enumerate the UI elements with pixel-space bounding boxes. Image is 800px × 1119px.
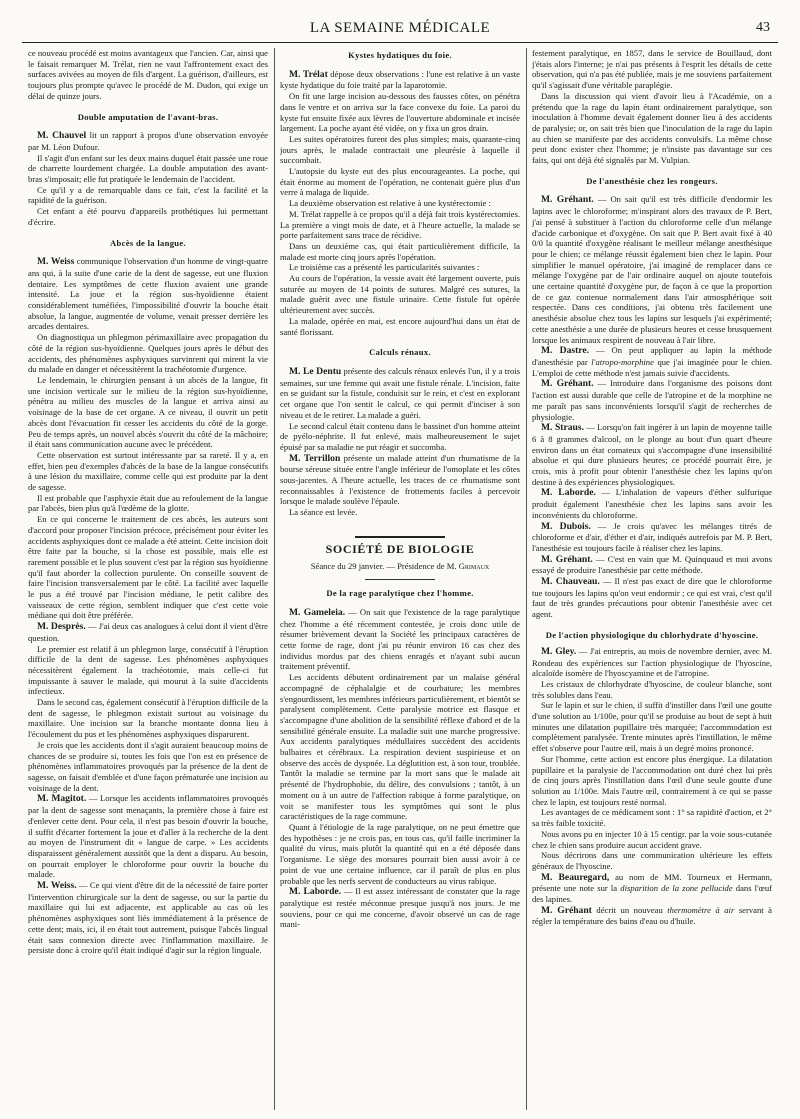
paragraph: Nous avons pu en injecter 10 à 15 centigr. par la voie sous-cutanée chez le chien sans produire aucun accident grave. bbox=[532, 828, 772, 850]
paragraph: Le troisième cas a présenté les particularités suivantes : bbox=[289, 262, 480, 273]
column-divider-1 bbox=[274, 48, 275, 1110]
paragraph-text: — On sait que l'existence de la rage paralytique chez l'homme a été récemment contestée, je crois donc utile de résumer brièvement devant la Société les principaux caractères de cette forme de rage, dont j'ai pu réunir environ 16 cas chez des individus mordus par des chiens enragés et n'ayant subi aucun traitement préventif. bbox=[280, 606, 520, 672]
paragraph bbox=[28, 621, 268, 643]
paragraph-text: — Introduire dans l'organisme des poisons dont l'action est aussi durable que celle de l'atropine et de la morphine ne me paraît pas sans inconvénients lorsqu'il s'agit de recherches de physiologie. bbox=[532, 378, 772, 422]
page-number: 43 bbox=[756, 20, 770, 35]
speaker-name: M. Laborde. bbox=[289, 886, 342, 898]
column-divider-2 bbox=[526, 48, 527, 1110]
paragraph: Cette observation est surtout intéressante par sa rareté. Il y a, en effet, bien peu d'exemples d'abcès de la base de la langue consécutifs à une lésion du maxillaire, comme celle qui est produite par la dent de sagesse. bbox=[28, 449, 268, 493]
paragraph: Cet enfant a été pourvu d'appareils prothétiques lui permettant d'écrire. bbox=[28, 206, 268, 227]
session-president: Grimaux bbox=[458, 560, 490, 571]
paragraph bbox=[28, 256, 268, 332]
speaker-name: M. Desprès. bbox=[37, 621, 86, 633]
paragraph-text: présente des calculs rénaux enlevés l'un, il y a trois semaines, sur une femme qui avait une fistule rénale. L'incision, faite en se guidant sur la fistule, conduisit sur le rein, et c'est en explorant cet organe que l'on sentit le calcul, ce qui permit d'inciser à son niveau et de le retirer. La malade a guéri. bbox=[280, 365, 520, 420]
speaker-name: M. Gréhant bbox=[541, 904, 592, 916]
paragraph: Les cristaux de chlorhydrate d'hyoscine, de couleur blanche, sont très solubles dans l'eau. bbox=[532, 678, 772, 700]
paragraph: Dans le second cas, également consécutif à l'éruption difficile de la dent de sagesse, le phlegmon existait surtout au voisinage du maxillaire. Une incision sur la branche montante donna lieu à l'écoulement du pus et les phénomènes asphyxiques disparurent. bbox=[28, 697, 268, 740]
paragraph: La séance est levée. bbox=[289, 507, 358, 518]
paragraph bbox=[28, 880, 268, 956]
italic-term: disparition de la zone pellucide bbox=[620, 883, 733, 894]
paragraph bbox=[532, 905, 772, 927]
paragraph bbox=[28, 793, 268, 880]
speaker-name: M. Gréhant. bbox=[541, 378, 594, 390]
speaker-name: M. Trélat bbox=[289, 68, 328, 80]
paragraph-text: lit un rapport à propos d'une observation envoyée par M. Léon Dufour. bbox=[28, 130, 268, 152]
paragraph: Au cours de l'opération, la vessie avait été largement ouverte, puis suturée au moyen de 14 points de sutures. Malgré ces sutures, la malade guérit avec une fistule urinaire. Cette fistule fut opérée ultérieurement avec succès. bbox=[280, 273, 520, 316]
paragraph bbox=[280, 366, 520, 421]
paragraph: Il s'agit d'un enfant sur les deux mains duquel était passée une roue de charrette lourdement chargée. La double amputation des avant-bras s'imposait; elle fut pratiquée le lendemain de l'accident. bbox=[28, 152, 268, 185]
paragraph: Sur le lapin et sur le chien, il suffit d'instiller dans l'œil une goutte d'une solution au 1/100e, pour qu'il se produise au bout de sept à huit minutes une dilatation pupillaire très marquée; l'accommodation est complètement paralysée. Trente minutes après l'instillation, le même effet s'observe pour l'autre œil, mais à un degré moins prononcé. bbox=[532, 700, 772, 754]
paragraph bbox=[280, 607, 520, 672]
paragraph-text: — J'ai deux cas analogues à celui dont il vient d'être question. bbox=[28, 621, 268, 643]
paragraph bbox=[280, 886, 520, 930]
paragraph-text: — Lorsque les accidents inflammatoires provoqués par la dent de sagesse sont menaçants, la première chose à faire est d'enlever cette dent. Pour cela, il n'est pas besoin d'ouvrir la bouche, il suffit d'écarter fortement la joue et d'aller à la recherche de la dent au moyen de l'instrument dit « langue de carpe. » Les accidents disparaissent généralement aussitôt que la dent a disparu. Au besoin, on pourrait employer le chloroforme pour ouvrir la bouche du malade. bbox=[28, 793, 268, 880]
paragraph: Les avantages de ce médicament sont : 1° sa rapidité d'action, et 2° sa très faible toxicité. bbox=[532, 807, 772, 829]
speaker-name: M. Chauvel bbox=[37, 130, 87, 142]
paragraph-text: — Il n'est pas exact de dire que le chloroforme tue toujours les lapins qu'on veut endormir ; ce qui est vrai, c'est qu'il faut de très grandes précautions pour obtenir l'anesthésie avec cet agent. bbox=[532, 576, 772, 620]
session-line bbox=[280, 561, 520, 572]
paragraph-text: dépose deux observations : l'une est relative à un vaste kyste hydatique du foie traité par la laparotomie. bbox=[280, 68, 520, 91]
paragraph: L'autopsie du kyste eut des plus encourageantes. La poche, qui était énorme au moment de l'opération, ne contenait guère plus d'un verre à malaga de liquide. bbox=[280, 166, 520, 198]
society-title: SOCIÉTÉ DE BIOLOGIE bbox=[325, 541, 475, 556]
society-rule bbox=[355, 536, 445, 538]
paragraph-text: — L'inhalation de vapeurs d'éther sulfurique produit également l'anesthésie chez les lapins sans avoir les inconvénients du chloroforme. bbox=[532, 487, 772, 520]
speaker-name: M. Chauveau. bbox=[541, 576, 600, 588]
page-header bbox=[22, 6, 778, 46]
section-heading: De l'anesthésie chez les rongeurs. bbox=[586, 175, 718, 186]
paragraph-text: que j'ai imaginée pour le chien. L'emploi de cette méthode n'est jamais suivie d'accidents. bbox=[532, 356, 772, 378]
speaker-name: M. Weiss. bbox=[37, 880, 77, 892]
paragraph: Dans un deuxième cas, qui était particulièrement difficile, la malade est morte cinq jours après l'opération. bbox=[280, 240, 520, 262]
paragraph bbox=[532, 378, 772, 422]
paragraph: En ce qui concerne le traitement de ces abcès, les auteurs sont d'accord pour proposer l'incision précoce, précisément pour éviter les accidents asphyxiques dont ce malade a été atteint. Cette incision doit être faite par la bouche, si la chose est possible, mais elle est rarement possible et le plus souvent c'est par la région sus hyoïdienne qu'il faut aborder la collection purulente. On conseille souvent de faire l'incision transversalement par le côté. La facilité avec laquelle le pus a été trouvé par l'incision médiane, le petit calibre des vaisseaux de cette région, semblent indiquer que c'est cette voie médiane qui doit être préférée. bbox=[28, 514, 268, 621]
paragraph: La malade, opérée en mai, est encore aujourd'hui dans un état de santé florissant. bbox=[280, 315, 520, 337]
section-heading: Abcès de la langue. bbox=[110, 237, 186, 248]
paragraph bbox=[280, 453, 520, 508]
header-rule bbox=[22, 42, 778, 43]
paragraph: On fit une large incision au-dessous des fausses côtes, on pénétra dans le ventre et on arriva sur la face convexe du foie. La paroi du kyste fut ensuite fixée aux lèvres de l'ouverture abdominale et incisée largement. La poche ayant été vidée, on y fixa un gros drain. bbox=[280, 91, 520, 134]
paragraph: Le premier est relatif à un phlegmon large, consécutif à l'éruption difficile de la dent de sagesse. Les phénomènes asphyxiques nécessitèrent également la trachéotomie, mais celle-ci fut impuissante à sauver le malade, qui mourut à la suite d'accidents infectieux. bbox=[28, 643, 268, 697]
italic-term: l'atropo-morphine bbox=[591, 356, 654, 367]
paragraph bbox=[532, 487, 772, 520]
paragraph: Ce qu'il y a de remarquable dans ce fait, c'est la facilité et la rapidité de la guérison. bbox=[28, 184, 268, 206]
paragraph: Dans la discussion qui vient d'avoir lieu à l'Académie, on a prétendu que la rage du lapin étant ordinairement paralytique, son inoculation à l'homme devait également donner lieu à des accidents de paralysie; or, on sait très bien que l'inoculation de la rage du lapin au chien se manifeste par des accidents convulsifs. La même chose peut donc exister chez l'homme; je n'insiste pas davantage sur ces faits, qui ont déjà été signalés par M. Vulpian. bbox=[532, 90, 772, 166]
paragraph-text: communique l'observation d'un homme de vingt-quatre ans qui, à la suite d'une carie de la dent de sagesse, eut une fluxion dentaire. Les symptômes de cette fluxion avaient une grande intensité. La joue et la région sus-hyoïdienne étaient considérablement tuméfiées, l'impossibilité d'ouvrir la bouche était absolue, la langue, augmentée de volume, venait presser derrière les arcades dentaires. bbox=[28, 256, 268, 332]
paragraph: festement paralytique, en 1857, dans le service de Bouillaud, dont j'étais alors l'interne; je n'ai pas présents à l'esprit les détails de cette observation, qui n'a pas été publiée, mais je me souviens parfaitement qu'il s'agissait d'une véritable paraplégie. bbox=[532, 48, 772, 91]
column-1 bbox=[28, 48, 268, 1110]
paragraph: Nous décrirons dans une communication ultérieure les effets généraux de l'hyoscine. bbox=[532, 850, 772, 871]
speaker-name: M. Beauregard, bbox=[541, 871, 610, 883]
column-2 bbox=[280, 48, 520, 1110]
italic-term: thermomètre à air bbox=[667, 904, 735, 915]
paragraph-text: présente un malade atteint d'un rhumatisme de la bourse séreuse située entre l'angle inférieur de l'omoplate et les côtes sous-jacentes. A l'heure actuelle, les traces de ce rhumatisme sont reconnaissables à l'existence de frottements faciles à percevoir lorsque le malade soulève l'épaule. bbox=[280, 452, 520, 507]
section-heading: De la rage paralytique chez l'homme. bbox=[326, 588, 474, 599]
column-3 bbox=[532, 48, 772, 1110]
paragraph: Les accidents débutent ordinairement par un malaise général accompagné de céphalalgie et de courbature; les membres s'engourdissent, les membres inférieurs particulièrement, et bientôt se paralysent complètement. Cette paralysie motrice est flasque et s'accompagne d'une abolition de la sensibilité réflexe d'abord et de la sensibilité générale ensuite. La maladie suit une marche progressive. Aux accidents paralytiques médullaires succèdent des accidents bulbaires et cérébraux. La respiration devient suspirieuse et on observe des accès de dyspnée. La déglutition est, à son tour, troublée. Tantôt la maladie se termine par la mort sans que le malade ait présenté de l'hydrophobie, du délire, des convulsions ; tantôt, à un moment ou à un autre de l'affection rabique à forme paralytique, on voit se manifester tous les symptômes qui sont le plus caractéristiques de la rage commune. bbox=[280, 672, 520, 822]
section-heading: Double amputation de l'avant-bras. bbox=[77, 111, 219, 122]
paragraph bbox=[532, 646, 772, 679]
paragraph bbox=[532, 422, 772, 487]
paragraph bbox=[532, 194, 772, 345]
paragraph: On diagnostiqua un phlegmon périmaxillaire avec propagation du côté de la région sus-hyoïdienne. Quelques jours après le début des accidents, des phénomènes asphyxiques survinrent qui mirent la vie du malade en danger et nécessitèrent la trachéotomie d'urgence. bbox=[28, 332, 268, 375]
paragraph: Le lendemain, le chirurgien pensant à un abcès de la langue, fit une incision verticale sur le milieu de la région sus-hyoïdienne, pénétra au milieu des muscles de la langue et arriva ainsi au voisinage de la base de cet organe. A ce niveau, il ouvrit un petit abcès dont l'évacuation fit cesser les accidents du côté de la gorge. Peu de temps après, un nouvel abcès s'ouvrit du côté de la mâchoire; il était sans communication aucune avec le précédent. bbox=[28, 374, 268, 450]
paragraph-text: au nom de MM. Tourneux et Hermann, présente une note sur la bbox=[532, 871, 772, 894]
speaker-name: M. Weiss bbox=[37, 256, 75, 268]
paragraph bbox=[532, 521, 772, 554]
speaker-name: M. Dubois. bbox=[541, 520, 591, 532]
paragraph-text: — On peut appliquer au lapin la méthode d'anesthésie par bbox=[532, 345, 772, 367]
paragraph: Les suites opératoires furent des plus simples; mais, quarante-cinq jours après, le malade contractait une pleurésie à laquelle il succombait. bbox=[280, 133, 520, 166]
paragraph-text: décrit un nouveau bbox=[591, 904, 668, 915]
journal-title: LA SEMAINE MÉDICALE bbox=[309, 20, 491, 36]
divider-rule bbox=[365, 579, 435, 580]
paragraph-text: — J'ai entrepris, au mois de novembre dernier, avec M. Rondeau des expériences sur l'action physiologique de l'hyoscine, alcaloïde isomère de l'hyoscyamine et de l'atropine. bbox=[532, 645, 772, 679]
speaker-name: M. Magitot. bbox=[37, 793, 87, 805]
speaker-name: M. Gameleia. bbox=[289, 606, 346, 618]
speaker-name: M. Le Dentu bbox=[289, 365, 342, 377]
paragraph: La deuxième observation est relative à une kystérectomie : bbox=[289, 198, 491, 209]
paragraph bbox=[532, 554, 772, 576]
paragraph bbox=[532, 576, 772, 620]
session-date: Séance du 29 janvier. — Présidence de M. bbox=[310, 560, 459, 571]
speaker-name: M. Gley. bbox=[541, 645, 577, 657]
section-heading: Calculs rénaux. bbox=[369, 347, 431, 358]
speaker-name: M. Dastre. bbox=[541, 345, 590, 357]
speaker-name: M. Straus. bbox=[541, 422, 585, 434]
paragraph: Quant à l'étiologie de la rage paralytique, on ne peut émettre que des hypothèses : je ne crois pas, en tous cas, qu'il faille incriminer la qualité du virus, mais plutôt la quantité qui en a été déposée dans l'organisme. Le siège des morsures pourrait bien aussi avoir à ce point de vue une certaine influence, car il paraît de plus en plus probable que les nerfs servent de conducteurs au virus rabique. bbox=[280, 822, 520, 886]
paragraph-text: — On sait qu'il est très difficile d'endormir les lapins avec le chloroforme; m'inspirant alors des travaux de P. Bert, j'ai pensé à substituer à l'action du chloroforme celle d'un mélange d'acide carbonique et d'oxygène. On sait que P. Bert avait fixé à 40 0/0 la quantité d'oxygène réalisant le meilleur mélange anesthésique pour le chien; ce mélange réussit également bien chez le lapin. Pour simplifier le manuel opératoire, j'ai imaginé de remplacer dans ce mélange l'oxygène par de l'air ordinaire auquel on ajoute toutefois une certaine quantité d'oxygène pur, de façon à ce que la proportion de ce gaz contenue normalement dans l'air atmosphérique soit respectée. Dans ces conditions, j'ai obtenu très facilement une anesthésie absolue chez tous les lapins sur lesquels j'ai expérimenté; cette anesthésie a une durée de plusieurs heures et cesse brusquement lorsque les animaux respirent de nouveau à l'air libre. bbox=[532, 194, 772, 345]
paragraph: Il est probable que l'asphyxie était due au refoulement de la langue par l'abcès, bien plus qu'à l'œdème de la glotte. bbox=[28, 492, 268, 514]
speaker-name: M. Laborde. bbox=[541, 487, 596, 499]
paragraph: Je crois que les accidents dont il s'agit auraient beaucoup moins de chances de se produire si, toutes les fois que l'on est en présence de phénomènes inflammatoires provoqués par la présence de la dent de sagesse, on faisait d'emblée et d'une façon prématurée une incision au voisinage de la dent. bbox=[28, 739, 268, 793]
paragraph bbox=[280, 69, 520, 91]
paragraph-text: servant à régler la température des bains d'eau ou d'huile. bbox=[532, 904, 772, 927]
paragraph-text: — Je crois qu'avec les mélanges titrés de chloroforme et d'air, d'éther et d'air, indiqués autrefois par M. P. Bert, l'anesthésie est toujours facile à réaliser chez les lapins. bbox=[532, 520, 772, 553]
speaker-name: M. Terrillon bbox=[289, 452, 341, 464]
paragraph: ce nouveau procédé est moins avantageux que l'ancien. Car, ainsi que le faisait remarquer M. Trélat, rien ne vaut l'affrontement exact des surfaces avivées au moyen de fils d'argent. La guérison, d'ailleurs, est toujours plus prompte qu'avec le procédé de M. Dudon, qui exige un délai de quinze jours. bbox=[28, 48, 268, 101]
paragraph bbox=[532, 345, 772, 378]
paragraph-text: — Ce qui vient d'être dit de la nécessité de faire porter l'intervention chirurgicale sur la dent de sagesse, ou sur la partie du maxillaire qui lui est adjacente, est applicable au cas où les phénomènes asphyxiques sont liés immédiatement à la présence de cette dent; mais, ici, il en était tout autrement, puisque l'abcès lingual était sans connexion directe avec l'inflammation maxillaire. Je persiste donc à croire qu'il était indiqué d'agir sur la région linguale. bbox=[28, 880, 268, 956]
section-heading: De l'action physiologique du chlorhydrate d'hyoscine. bbox=[545, 629, 759, 640]
speaker-name: M. Gréhant. bbox=[541, 194, 594, 206]
society-header bbox=[280, 536, 520, 555]
paragraph-text: — Il est assez intéressant de constater que la rage paralytique est restée méconnue presque jusqu'à nos jours. Je me souviens, pour ce qui me concerne, d'avoir observé un cas de rage mani- bbox=[280, 886, 520, 930]
paragraph bbox=[28, 130, 268, 152]
paragraph: Le second calcul était contenu dans le bassinet d'un homme atteint de pyélo-néphrite. Il fut enlevé, mais malheureusement le sujet épuisé par sa maladie ne put réagir et succomba. bbox=[280, 420, 520, 452]
paragraph: M. Trélat rappelle à ce propos qu'il a déjà fait trois kystérectomies. La première a vingt mois de date, et à l'heure actuelle, la malade se porte parfaitement sans trace de récidive. bbox=[280, 208, 520, 241]
speaker-name: M. Gréhant. bbox=[541, 553, 593, 565]
paragraph-text: — C'est en vain que M. Quinquaud et moi avons essayé de produire l'anesthésie par cette méthode. bbox=[532, 553, 772, 576]
paragraph bbox=[532, 872, 772, 905]
section-heading: Kystes hydatiques du foie. bbox=[348, 50, 452, 60]
paragraph: Sur l'homme, cette action est encore plus énergique. La dilatation pupillaire et la paralysie de l'accommodation ont duré chez lui près de cinq jours après l'instillation dans l'œil d'une seule goutte d'une solution au 1/100e. Mais l'autre œil, contrairement à ce qui se passe chez le lapin, est toujours resté normal. bbox=[532, 753, 772, 807]
paragraph-text: dans l'œuf des lapines. bbox=[532, 883, 772, 905]
paragraph-text: — Lorsqu'on fait ingérer à un lapin de moyenne taille 6 à 8 grammes d'alcool, on le plonge au bout d'un quart d'heure environ dans un état comateux qui s'accompagne d'une insensibilité absolue et qui dure plusieurs heures; ce procédé pourrait être, je crois, mis à profit pour obtenir l'anesthésie chez les lapins qu'on destine à des expériences physiologiques. bbox=[532, 422, 772, 487]
